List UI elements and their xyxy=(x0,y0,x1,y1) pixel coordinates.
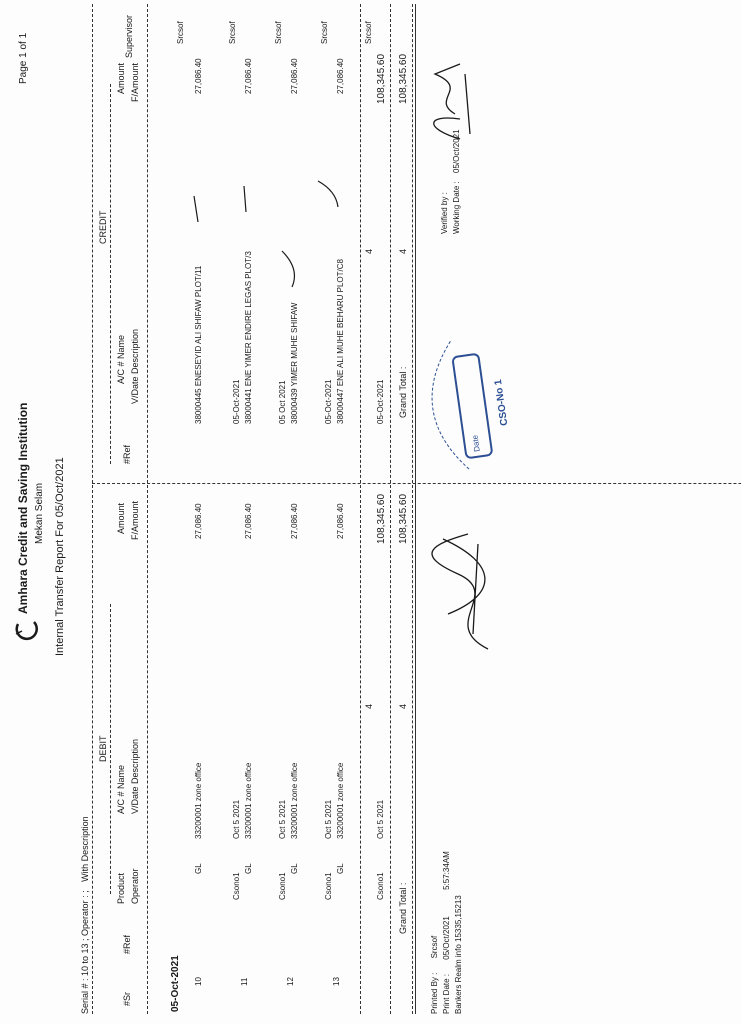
section-divider xyxy=(92,483,741,484)
printed-by-label: Printed By : xyxy=(430,972,439,1014)
stamp-arc-icon xyxy=(400,322,530,486)
row-operator: GL xyxy=(290,863,299,874)
col-operator: Operator xyxy=(130,868,140,904)
row-sr: 10 xyxy=(194,977,203,986)
row-account: 38000445 ENESEYID ALI SHIFAW PLOT/11 xyxy=(194,265,203,424)
row-vdate: Oct 5 2021 xyxy=(278,799,287,839)
verified-by-label: Verified by : xyxy=(440,192,449,234)
credit-section-label: CREDIT xyxy=(98,210,108,244)
row-account: 33200001 zone office xyxy=(290,762,299,839)
working-date-label: Working Date : xyxy=(452,181,461,234)
col-supervisor: Supervisor xyxy=(124,14,134,58)
row-product: Csono1 xyxy=(324,872,333,900)
signature-right-icon xyxy=(420,54,480,144)
credit-section-rule xyxy=(110,84,111,464)
debit-grand-total-amount: 108,345.60 xyxy=(398,493,409,544)
row-account: 33200001 zone office xyxy=(336,762,345,839)
serial-range: Serial # : 10 to 13 ; Operator : ; xyxy=(80,890,90,1014)
debit-subtotal-count: 4 xyxy=(364,703,374,709)
stamp-date-label: Date xyxy=(470,434,482,453)
row-operator: GL xyxy=(336,863,345,874)
row-account: 33200001 zone office xyxy=(194,762,203,839)
row-amount: 27,086.40 xyxy=(336,503,345,539)
credit-subtotal-amount: 108,345.60 xyxy=(376,53,387,104)
tick-mark-icon xyxy=(236,184,256,214)
row-sr: 12 xyxy=(286,977,295,986)
tick-mark-icon xyxy=(316,179,342,209)
debit-section-label: DEBIT xyxy=(98,735,108,762)
working-date-value: 05/Oct/2021 xyxy=(452,129,461,173)
row-account: 38000441 ENE YIMER ENDIRE LEGAS PLOT/3 xyxy=(244,251,253,424)
row-amount: 27,086.40 xyxy=(336,58,345,94)
tick-mark-icon xyxy=(188,194,208,224)
row-supervisor: Srcsof xyxy=(176,21,185,44)
serial-filter xyxy=(80,816,90,1014)
col-ac-name-debit: A/C # Name xyxy=(116,764,126,814)
grand-total-rule xyxy=(412,4,413,1014)
col-vdate-debit: V/Date Description xyxy=(130,738,140,814)
subtotal-bottom-rule xyxy=(390,4,391,1014)
credit-subtotal-count: 4 xyxy=(364,248,374,254)
verified-by xyxy=(440,192,449,234)
col-amount-credit: Amount xyxy=(116,62,126,94)
printed-by-value: Srcsof xyxy=(430,935,439,959)
print-date xyxy=(442,851,451,1014)
row-vdate: Oct 5 2021 xyxy=(232,799,241,839)
row-operator: GL xyxy=(244,863,253,874)
col-ref-credit: #Ref xyxy=(122,444,132,464)
row-product: Csono1 xyxy=(278,872,287,900)
row-product: GL xyxy=(194,863,203,874)
print-date-label: Print Date : xyxy=(442,973,451,1014)
row-account: 38000439 YIMER MUHE SHIFAW xyxy=(290,302,299,424)
col-vdate-credit: V/Date Description xyxy=(130,328,140,404)
branch-name: Mekan Selam xyxy=(34,482,45,544)
col-famount-credit: F/Amount xyxy=(130,62,140,102)
row-amount: 27,086.40 xyxy=(194,503,203,539)
debit-grand-total-label: Grand Total : xyxy=(398,882,408,934)
print-time: 5:57:34AM xyxy=(442,851,451,890)
row-amount: 27,086.40 xyxy=(244,58,253,94)
debit-section-rule xyxy=(110,604,111,894)
row-supervisor: Srcsof xyxy=(228,21,237,44)
page-number: Page 1 of 1 xyxy=(18,32,29,84)
description-mode: With Description xyxy=(80,816,90,882)
col-sr: #Sr xyxy=(122,991,132,1006)
debit-subtotal-amount: 108,345.60 xyxy=(376,493,387,544)
print-date-value: 05/Oct/2021 xyxy=(442,916,451,960)
office-stamp xyxy=(400,322,530,486)
bankers-realm-info: Bankers Realm info 15335,15213 xyxy=(454,895,463,1014)
row-product: Csono1 xyxy=(376,872,385,900)
row-amount: 27,086.40 xyxy=(244,503,253,539)
row-vdate: 05-Oct-2021 xyxy=(376,379,385,424)
col-famount-debit: F/Amount xyxy=(130,500,140,540)
row-vdate: Oct 5 2021 xyxy=(376,799,385,839)
printed-by xyxy=(430,936,439,1014)
row-supervisor: Srcsof xyxy=(364,21,373,44)
subtotal-top-rule xyxy=(360,4,361,1014)
col-ac-name-credit: A/C # Name xyxy=(116,334,126,384)
col-ref-debit: #Ref xyxy=(122,934,132,954)
row-account: 33200001 zone office xyxy=(244,762,253,839)
header-bottom-rule xyxy=(147,4,148,1014)
credit-grand-total-label: Grand Total : xyxy=(398,366,408,418)
row-vdate: Oct 5 2021 xyxy=(324,799,333,839)
working-date xyxy=(452,129,461,234)
credit-grand-total-amount: 108,345.60 xyxy=(398,53,409,104)
grand-total-double-rule xyxy=(415,4,416,1014)
stamp-number: CSO-No 1 xyxy=(492,378,511,427)
debit-grand-total-count: 4 xyxy=(398,703,408,709)
col-product: Product xyxy=(116,872,126,904)
signature-left-icon xyxy=(428,524,508,654)
row-vdate: 05-Oct-2021 xyxy=(324,379,333,424)
row-vdate: 05-Oct-2021 xyxy=(232,379,241,424)
credit-grand-total-count: 4 xyxy=(398,248,408,254)
row-sr: 13 xyxy=(332,977,341,986)
institution-logo-icon xyxy=(14,618,40,644)
row-supervisor: Srcsof xyxy=(320,21,329,44)
row-amount: 27,086.40 xyxy=(290,58,299,94)
header-top-rule xyxy=(92,4,93,1014)
row-supervisor: Srcsof xyxy=(274,21,283,44)
date-group-debit: 05-Oct-2021 xyxy=(170,955,181,1012)
row-amount: 27,086.40 xyxy=(194,58,203,94)
row-sr: 11 xyxy=(240,977,249,986)
tick-mark-icon xyxy=(278,249,302,289)
report-title: Internal Transfer Report For 05/Oct/2021 xyxy=(54,457,66,656)
row-account: 38000447 ENE ALI MUHE BEHARU PLOT/C8 xyxy=(336,259,345,424)
row-product: Csono1 xyxy=(232,872,241,900)
row-vdate: 05 Oct 2021 xyxy=(278,380,287,424)
institution-name: Amhara Credit and Saving Institution xyxy=(16,402,30,614)
col-amount-debit: Amount xyxy=(116,502,126,534)
row-amount: 27,086.40 xyxy=(290,503,299,539)
